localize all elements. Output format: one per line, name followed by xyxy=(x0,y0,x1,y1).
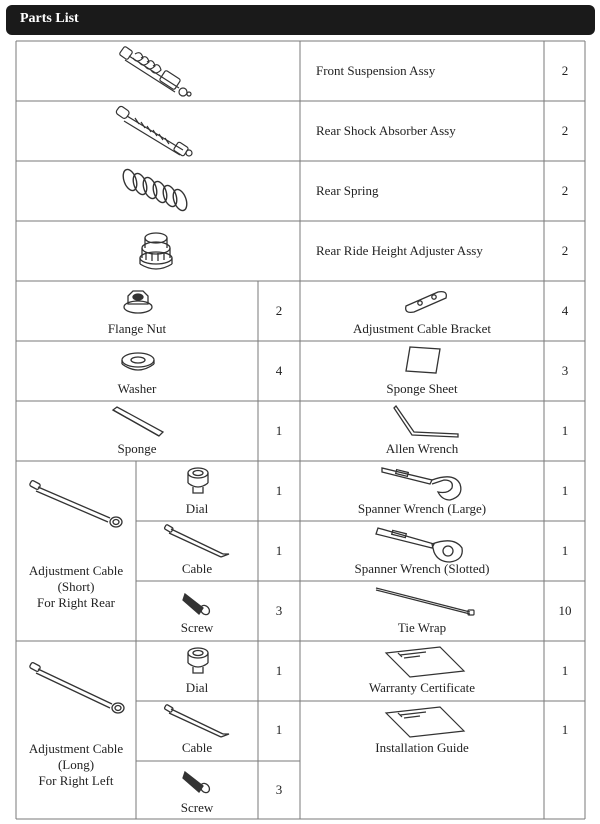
dial-label: Dial xyxy=(185,501,209,516)
part-qty: 2 xyxy=(275,303,283,318)
part-name: Warranty Certificate xyxy=(368,680,476,695)
dial-icon xyxy=(185,465,211,495)
cable-icon xyxy=(163,704,233,738)
dial-label: Dial xyxy=(185,680,209,695)
front-suspension-icon xyxy=(113,44,197,100)
part-qty: 3 xyxy=(561,363,569,378)
screw-icon xyxy=(181,590,211,616)
part-name: Front Suspension Assy xyxy=(316,63,436,78)
cable-short-title-line1: Adjustment Cable xyxy=(28,563,124,578)
cable-qty: 1 xyxy=(275,543,283,558)
screw-label: Screw xyxy=(180,800,214,815)
adjustment-cable-short-icon xyxy=(28,478,128,528)
part-name: Rear Ride Height Adjuster Assy xyxy=(316,243,483,258)
part-qty: 1 xyxy=(561,663,569,678)
part-name: Spanner Wrench (Slotted) xyxy=(354,561,490,576)
sponge-icon xyxy=(111,404,165,440)
part-qty: 2 xyxy=(561,123,569,138)
cable-label: Cable xyxy=(181,740,213,755)
part-name: Rear Spring xyxy=(316,183,379,198)
part-name: Allen Wrench xyxy=(385,441,459,456)
page-title: Parts List xyxy=(20,11,79,26)
cable-long-title xyxy=(16,741,136,789)
rear-shock-absorber-icon xyxy=(113,104,197,160)
part-qty: 4 xyxy=(561,303,569,318)
rear-spring-icon xyxy=(120,166,192,214)
cable-short-title xyxy=(16,563,136,611)
cable-label: Cable xyxy=(181,561,213,576)
sponge-sheet-icon xyxy=(404,345,442,375)
adjustment-cable-bracket-icon xyxy=(402,288,450,314)
flange-nut-icon xyxy=(122,288,154,316)
screw-label: Screw xyxy=(180,620,214,635)
part-qty: 1 xyxy=(561,722,569,737)
warranty-certificate-icon xyxy=(384,645,466,679)
part-name: Washer xyxy=(117,381,157,396)
screw-icon xyxy=(181,768,211,794)
part-qty: 1 xyxy=(561,423,569,438)
part-name: Tie Wrap xyxy=(397,620,447,635)
part-qty: 2 xyxy=(561,183,569,198)
tie-wrap-icon xyxy=(374,584,478,618)
part-name: Spanner Wrench (Large) xyxy=(357,501,487,516)
cable-short-title-line2: (Short) xyxy=(57,579,95,594)
dial-qty: 1 xyxy=(275,663,283,678)
cable-short-title-line3: For Right Rear xyxy=(37,595,115,610)
adjustment-cable-long-icon xyxy=(28,660,128,716)
cable-icon xyxy=(163,524,233,558)
part-qty: 2 xyxy=(561,63,569,78)
part-name: Sponge Sheet xyxy=(386,381,458,396)
part-name: Adjustment Cable Bracket xyxy=(353,321,491,336)
part-qty: 1 xyxy=(561,483,569,498)
washer-icon xyxy=(119,350,157,374)
screw-qty: 3 xyxy=(275,782,283,797)
spanner-wrench-large-icon xyxy=(378,466,464,502)
part-qty: 1 xyxy=(275,423,283,438)
cable-long-title-line1: Adjustment Cable xyxy=(28,741,124,756)
part-name: Installation Guide xyxy=(375,740,469,755)
part-qty: 10 xyxy=(558,603,572,618)
part-qty: 4 xyxy=(275,363,283,378)
allen-wrench-icon xyxy=(390,404,462,438)
rear-ride-height-adjuster-icon xyxy=(136,230,176,274)
part-name: Sponge xyxy=(117,441,157,456)
cable-qty: 1 xyxy=(275,722,283,737)
dial-icon xyxy=(185,645,211,675)
part-qty: 1 xyxy=(561,543,569,558)
dial-qty: 1 xyxy=(275,483,283,498)
spanner-wrench-slotted-icon xyxy=(372,524,466,564)
installation-guide-icon xyxy=(384,705,466,739)
screw-qty: 3 xyxy=(275,603,283,618)
part-name: Flange Nut xyxy=(107,321,167,336)
part-name: Rear Shock Absorber Assy xyxy=(316,123,456,138)
part-qty: 2 xyxy=(561,243,569,258)
cable-long-title-line3: For Right Left xyxy=(38,773,114,788)
cable-long-title-line2: (Long) xyxy=(57,757,95,772)
